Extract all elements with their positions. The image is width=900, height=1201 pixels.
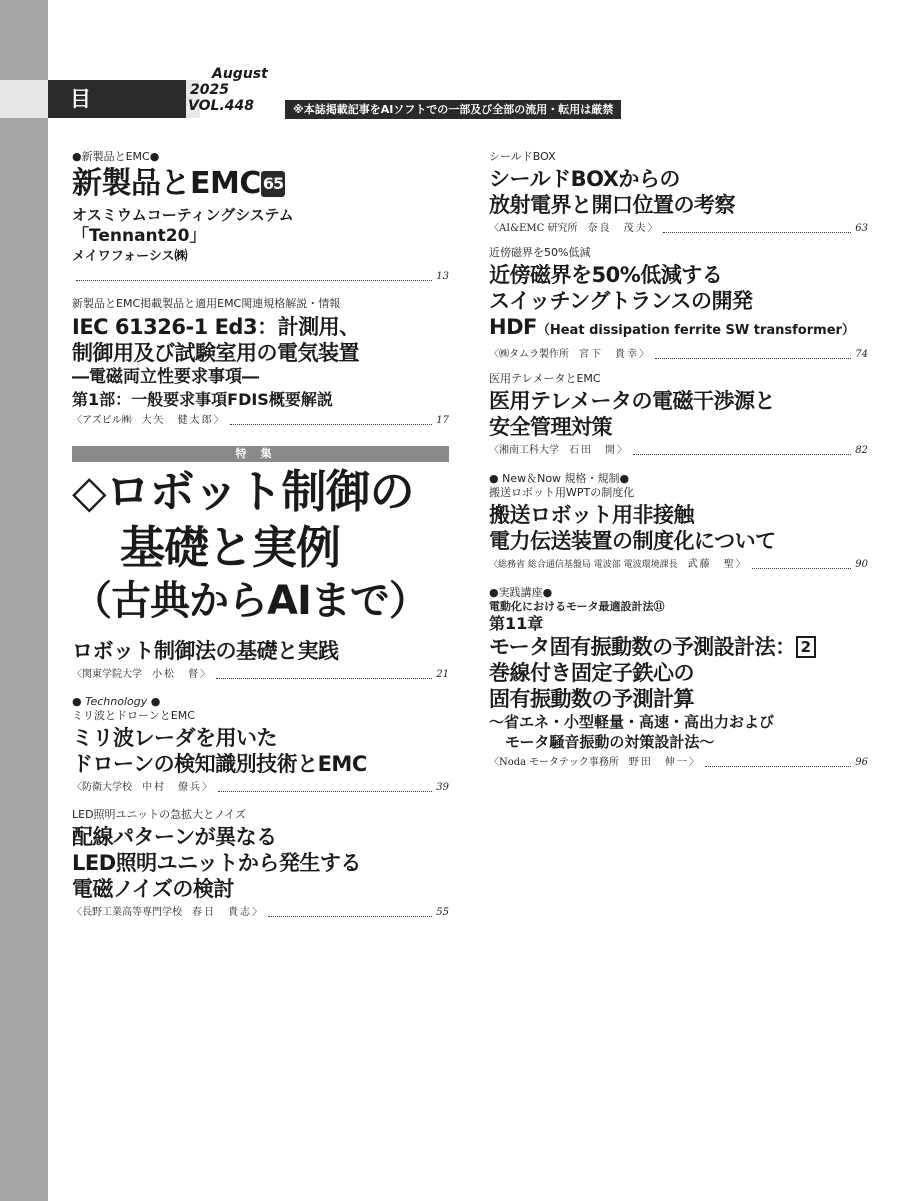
article-title-line: IEC 61326-1 Ed3：計測用、 — [72, 315, 360, 339]
author-affiliation: 〈防衛大学校 — [72, 782, 132, 793]
issue-volume: VOL.448 — [188, 98, 254, 114]
page-number: 82 — [855, 445, 868, 456]
author-name: 小松 督〉 — [152, 669, 212, 680]
leader-dots — [218, 791, 432, 792]
article-wpt-regulation[interactable] — [489, 472, 868, 572]
article-shield-box[interactable] — [489, 150, 868, 236]
article-title-text: モータ固有振動数の予測設計法： — [489, 635, 796, 659]
hdf-label: HDF — [489, 315, 537, 339]
article-title-line: 第1部：一般要求事項FDIS概要解説 — [72, 390, 333, 409]
author-name: 武藤 聖〉 — [687, 559, 748, 570]
leader-dots — [752, 568, 852, 569]
article-byline — [489, 756, 868, 770]
article-title-line: 固有振動数の予測計算 — [489, 687, 694, 711]
article-iec-61326[interactable] — [72, 297, 449, 428]
series-number-badge: 65 — [261, 171, 285, 197]
page-number: 96 — [855, 757, 868, 768]
article-category: ●新製品とEMC● — [72, 150, 160, 163]
author-affiliation: 〈湘南工科大学 — [489, 445, 559, 456]
article-byline — [489, 348, 868, 362]
article-medical-telemeter[interactable] — [489, 372, 868, 458]
article-subcategory: 電動化におけるモータ最適設計法⑪ — [489, 600, 665, 613]
author-name: 石田 開〉 — [569, 445, 629, 456]
article-title-line: 安全管理対策 — [489, 415, 612, 439]
author-name: 奈良 茂夫〉 — [587, 223, 660, 234]
leader-dots — [655, 358, 851, 359]
article-byline — [72, 270, 449, 284]
article-company: メイワフォーシス㈱ — [72, 249, 188, 264]
feature-label: 特集 — [72, 446, 449, 462]
issue-year: 2025 — [190, 82, 229, 98]
article-title-line: 近傍磁界を50%低減する — [489, 263, 723, 287]
article-title-line: 配線パターンが異なる — [72, 825, 277, 849]
feature-title-line: （古典からAIまで） — [72, 578, 428, 624]
article-byline — [72, 781, 449, 795]
page-number: 21 — [436, 669, 449, 680]
leader-dots — [76, 280, 432, 281]
article-subcategory: LED照明ユニットの急拡大とノイズ — [72, 808, 247, 821]
author-affiliation: 〈アズビル㈱ — [72, 415, 132, 426]
article-subcategory: 近傍磁界を50%低減 — [489, 246, 591, 259]
article-byline — [489, 222, 868, 236]
article-byline — [489, 558, 868, 572]
author-name: 宮下 貴幸〉 — [579, 349, 651, 360]
leader-dots — [216, 678, 432, 679]
author-name: 大矢 健太郎〉 — [141, 415, 226, 426]
article-chapter: 第11章 — [489, 614, 544, 633]
article-title-line: ―電磁両立性要求事項― — [72, 367, 259, 387]
article-byline — [72, 414, 449, 428]
author-name: 野田 伸一〉 — [628, 757, 701, 768]
article-title-line: 搬送ロボット用非接触 — [489, 503, 694, 527]
issue-month: August — [212, 66, 268, 82]
page-number: 63 — [855, 223, 868, 234]
feature-title-line: ◇ロボット制御の — [72, 465, 414, 518]
article-subcategory: 搬送ロボット用WPTの制度化 — [489, 486, 635, 499]
article-title-line: 巻線付き固定子鉄心の — [489, 661, 694, 685]
hdf-expansion: （Heat dissipation ferrite SW transformer） — [536, 323, 855, 338]
left-margin-strip — [0, 0, 48, 1201]
article-title-line: オスミウムコーティングシステム — [72, 206, 294, 224]
leader-dots — [705, 766, 851, 767]
page-number: 55 — [436, 907, 449, 918]
article-switching-transformer[interactable] — [489, 246, 868, 362]
article-title-line — [489, 314, 868, 344]
left-column — [72, 150, 449, 920]
leader-dots — [268, 916, 432, 917]
article-title-line: 「Tennant20」 — [72, 226, 207, 246]
leader-dots — [663, 232, 851, 233]
article-motor-design[interactable] — [489, 586, 868, 770]
author-affiliation: 〈長野工業高等専門学校 — [72, 907, 182, 918]
feature-robot-control[interactable] — [72, 446, 449, 682]
article-category: ● Technology ● — [72, 695, 161, 708]
article-byline — [72, 668, 449, 682]
author-affiliation: 〈AI&EMC 研究所 — [489, 223, 578, 234]
issue-info — [188, 66, 268, 114]
article-title-line: 医用テレメータの電磁干渉源と — [489, 389, 775, 413]
article-title-line — [489, 634, 868, 660]
article-title-line: 電力伝送装置の制度化について — [489, 529, 776, 553]
article-drone-radar[interactable] — [72, 695, 449, 795]
article-led-noise[interactable] — [72, 808, 449, 920]
article-title-line: スイッチングトランスの開発 — [489, 289, 753, 313]
author-name: 春日 貴志〉 — [192, 907, 264, 918]
page-number: 74 — [855, 349, 868, 360]
article-subcategory: シールドBOX — [489, 150, 556, 163]
article-title-line: 電磁ノイズの検討 — [72, 877, 234, 901]
copyright-notice: ※本誌掲載記事をAIソフトでの一部及び全部の流用・転用は厳禁 — [285, 100, 621, 119]
page-number: 39 — [436, 782, 449, 793]
article-title-line: シールドBOXからの — [489, 167, 680, 191]
page-number: 17 — [436, 415, 449, 426]
author-affiliation: 〈総務省 総合通信基盤局 電波部 電波環境課長 — [489, 560, 678, 570]
article-subtitle-line: モータ騒音振動の対策設計法～ — [505, 733, 715, 751]
article-byline — [72, 906, 449, 920]
author-affiliation: 〈関東学院大学 — [72, 669, 142, 680]
article-title — [72, 166, 449, 202]
page-number: 90 — [855, 559, 868, 570]
article-category: ● New＆Now 規格・規制● — [489, 472, 630, 485]
leader-dots — [633, 454, 851, 455]
feature-subtitle: ロボット制御法の基礎と実践 — [72, 639, 339, 663]
part-number-box: 2 — [796, 636, 816, 658]
right-column — [489, 150, 868, 770]
article-title-line: 制御用及び試験室用の電気装置 — [72, 341, 359, 365]
article-title-line: LED照明ユニットから発生する — [72, 851, 361, 875]
toc-heading: 目 次 — [48, 80, 186, 118]
article-title-line: 放射電界と開口位置の考察 — [489, 193, 735, 217]
leader-dots — [230, 424, 433, 425]
page-number: 13 — [436, 271, 449, 282]
article-subtitle-line: ～省エネ・小型軽量・高速・高出力および — [489, 713, 775, 731]
author-affiliation: 〈㈱タムラ製作所 — [489, 349, 569, 360]
feature-title-line: 基礎と実例 — [120, 521, 341, 574]
article-title-line: ドローンの検知識別技術とEMC — [72, 752, 367, 776]
article-subcategory: ミリ波とドローンとEMC — [72, 709, 195, 722]
article-byline — [489, 444, 868, 458]
article-title-text: 新製品とEMC — [72, 166, 261, 201]
article-new-products-emc[interactable] — [72, 150, 449, 284]
author-name: 中村 僚兵〉 — [142, 782, 214, 793]
author-affiliation: 〈Noda モータテック事務所 — [489, 757, 619, 768]
article-subcategory: 医用テレメータとEMC — [489, 372, 601, 385]
article-title-line: ミリ波レーダを用いた — [72, 726, 277, 750]
article-category: 新製品とEMC掲載製品と適用EMC関連規格解説・情報 — [72, 297, 341, 310]
article-category: ●実践講座● — [489, 586, 553, 599]
